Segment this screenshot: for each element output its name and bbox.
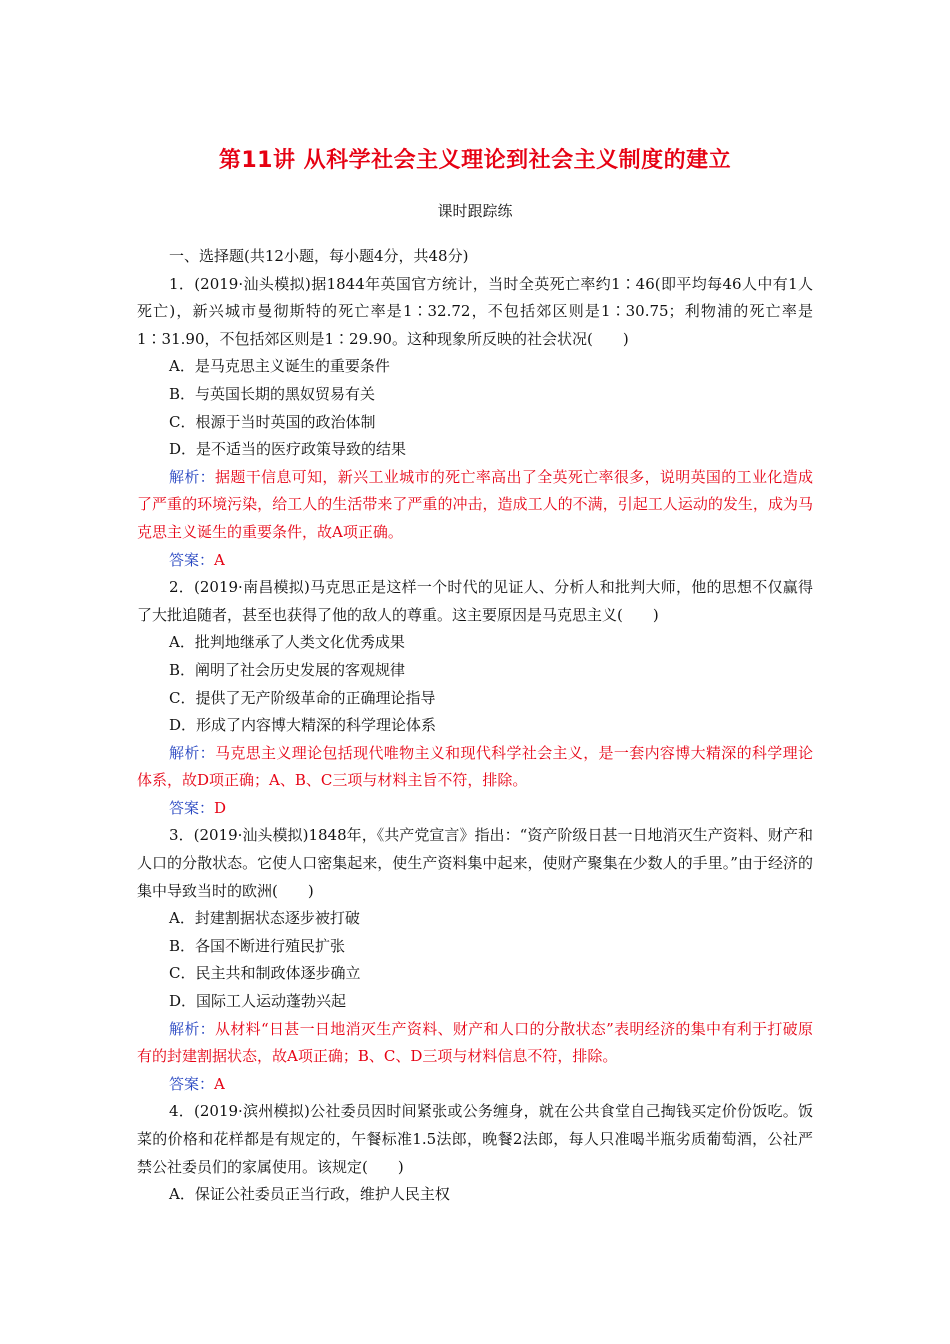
option-c: C．提供了无产阶级革命的正确理论指导 — [169, 688, 436, 707]
question-stem: 3．(2019·汕头模拟)1848年，《共产党宣言》指出：“资产阶级日甚一日地消灭生产资料、财产和人口的分散状态。它使人口密集起来，使生产资料集中起来，使财产聚集在少数人的手里。”由于经济的集中导致当时的欧洲( ) — [137, 826, 813, 900]
analysis-block — [137, 464, 813, 547]
analysis-text: 从材料“日甚一日地消灭生产资料、财产和人口的分散状态”表明经济的集中有利于打破原有的封建割据状态，故A项正确；B、C、D三项与材料信息不符，排除。 — [137, 1019, 813, 1066]
option-d: D．是不适当的医疗政策导致的结果 — [169, 440, 407, 459]
answer-value: A — [214, 1074, 225, 1093]
analysis-label: 解析： — [169, 1019, 215, 1038]
analysis-label: 解析： — [169, 467, 216, 486]
answer-label: 答案： — [169, 1074, 215, 1093]
page-title: 第11讲 从科学社会主义理论到社会主义制度的建立 — [218, 148, 732, 173]
option-c: C．根源于当时英国的政治体制 — [169, 412, 376, 431]
option-d: D．形成了内容博大精深的科学理论体系 — [169, 716, 437, 735]
answer-line — [137, 547, 813, 575]
answer-value: D — [214, 798, 227, 817]
option-a: A．封建割据状态逐步被打破 — [169, 909, 360, 928]
option-a: A．是马克思主义诞生的重要条件 — [169, 357, 390, 376]
answer-label: 答案： — [169, 550, 215, 569]
analysis-block — [137, 1016, 813, 1071]
answer-value: A — [214, 550, 225, 569]
question-1 — [137, 271, 813, 575]
question-2 — [137, 574, 813, 822]
question-4 — [137, 1098, 813, 1208]
page-subtitle: 课时跟踪练 — [437, 202, 513, 220]
question-stem: 4．(2019·滨州模拟)公社委员因时间紧张或公务缠身，就在公共食堂自己掏钱买定价份饭吃。饭菜的价格和花样都是有规定的，午餐标准1.5法郎，晚餐2法郎，每人只准喝半瓶劣质葡萄酒，公社严禁公社委员们的家属使用。该规定( ) — [137, 1102, 813, 1176]
analysis-text: 马克思主义理论包括现代唯物主义和现代科学社会主义，是一套内容博大精深的科学理论体系，故D项正确；A、B、C三项与材料主旨不符，排除。 — [137, 743, 813, 790]
option-a: A．批判地继承了人类文化优秀成果 — [169, 633, 405, 652]
option-b: B．与英国长期的黑奴贸易有关 — [169, 384, 376, 403]
document-body — [137, 243, 813, 1209]
option-b: B．各国不断进行殖民扩张 — [169, 936, 346, 955]
answer-line — [137, 795, 813, 823]
analysis-label: 解析： — [169, 743, 216, 762]
option-a: A．保证公社委员正当行政，维护人民主权 — [169, 1185, 450, 1204]
section-heading: 一、选择题(共12小题，每小题4分，共48分) — [169, 247, 469, 265]
answer-line — [137, 1071, 813, 1099]
question-3 — [137, 822, 813, 1098]
question-stem: 1．(2019·汕头模拟)据1844年英国官方统计，当时全英死亡率约1∶46(即平均每46人中有1人死亡)，新兴城市曼彻斯特的死亡率是1∶32.72，不包括郊区则是1∶30.75；利物浦的死亡率是1∶31.90，不包括郊区则是1∶29.90。这种现象所反映的社会状况( ) — [137, 274, 813, 348]
question-stem: 2．(2019·南昌模拟)马克思正是这样一个时代的见证人、分析人和批判大师，他的思想不仅赢得了大批追随者，甚至也获得了他的敌人的尊重。这主要原因是马克思主义( ) — [137, 578, 813, 624]
analysis-block — [137, 740, 813, 795]
answer-label: 答案： — [169, 798, 215, 817]
option-c: C．民主共和制政体逐步确立 — [169, 964, 361, 983]
analysis-text: 据题干信息可知，新兴工业城市的死亡率高出了全英死亡率很多，说明英国的工业化造成了严重的环境污染，给工人的生活带来了严重的冲击，造成工人的不满，引起工人运动的发生，成为马克思主义诞生的重要条件，故A项正确。 — [137, 467, 813, 541]
option-b: B．阐明了社会历史发展的客观规律 — [169, 660, 406, 679]
option-d: D．国际工人运动蓬勃兴起 — [169, 992, 347, 1011]
